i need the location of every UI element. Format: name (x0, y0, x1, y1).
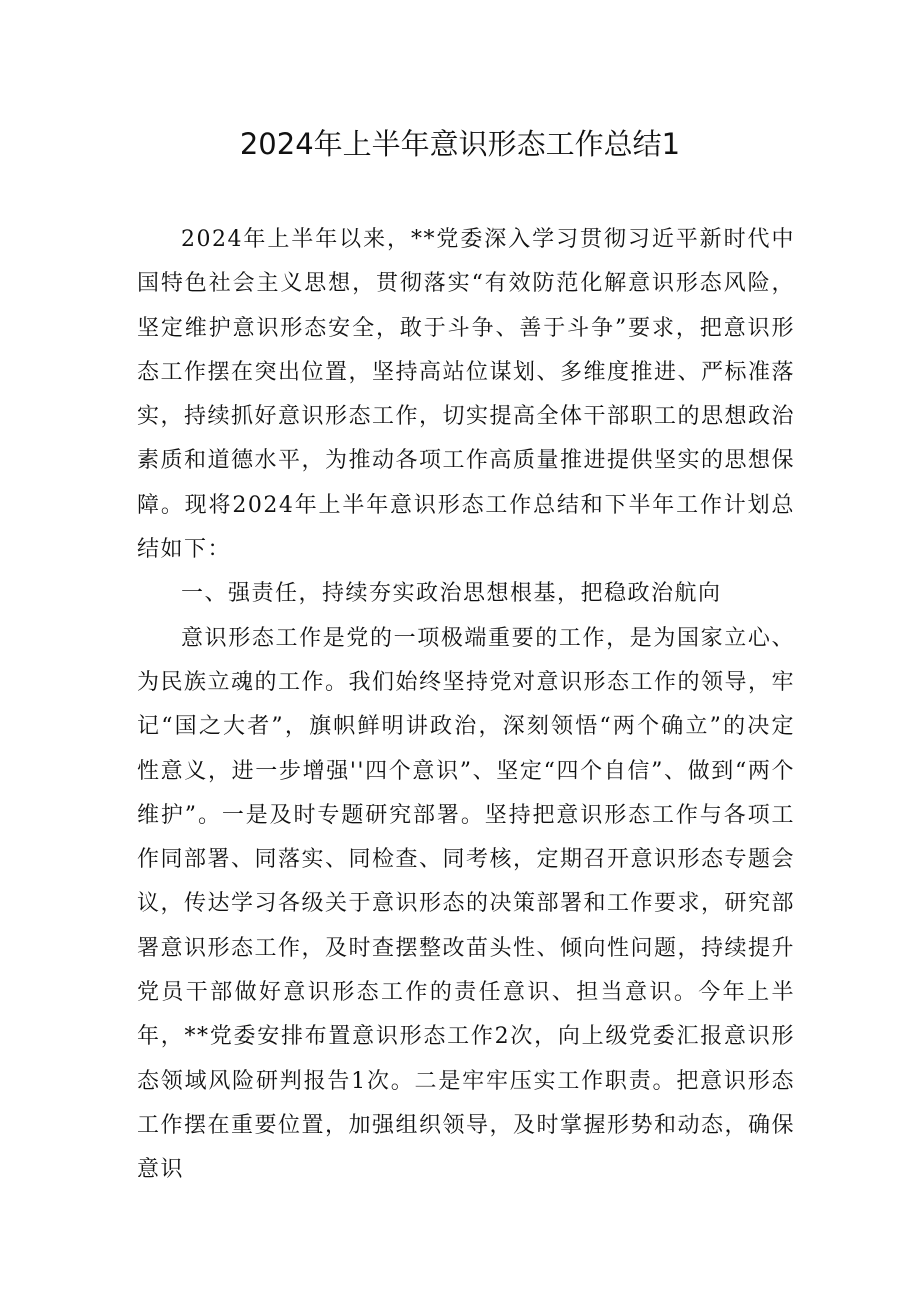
document-body (137, 218, 795, 1193)
intro-paragraph: 2024年上半年以来，**党委深入学习贯彻习近平新时代中国特色社会主义思想，贯彻落实“有效防范化解意识形态风险，坚定维护意识形态安全，敢于斗争、善于斗争”要求，把意识形态工作摆在突出位置，坚持高站位谋划、多维度推进、严标准落实，持续抓好意识形态工作，切实提高全体干部职工的思想政治素质和道德水平，为推动各项工作高质量推进提供坚实的思想保障。现将2024年上半年意识形态工作总结和下半年工作计划总结如下： (137, 227, 796, 563)
document-title: 2024年上半年意识形态工作总结1 (239, 127, 681, 161)
section-1-heading: 一、强责任，持续夯实政治思想根基，把稳政治航向 (181, 581, 722, 607)
section-1-paragraph: 意识形态工作是党的一项极端重要的工作，是为国家立心、为民族立魂的工作。我们始终坚持党对意识形态工作的领导，牢记“国之大者”，旗帜鲜明讲政治，深刻领悟“两个确立”的决定性意义，进一步增强''四个意识”、坚定“四个自信”、做到“两个维护”。一是及时专题研究部署。坚持把意识形态工作与各项工作同部署、同落实、同检查、同考核，定期召开意识形态专题会议，传达学习各级关于意识形态的决策部署和工作要求，研究部署意识形态工作，及时查摆整改苗头性、倾向性问题，持续提升党员干部做好意识形态工作的责任意识、担当意识。今年上半年，**党委安排布置意识形态工作2次，向上级党委汇报意识形态领域风险研判报告1次。二是牢牢压实工作职责。把意识形态工作摆在重要位置，加强组织领导，及时掌握形势和动态，确保意识 (137, 625, 796, 1183)
